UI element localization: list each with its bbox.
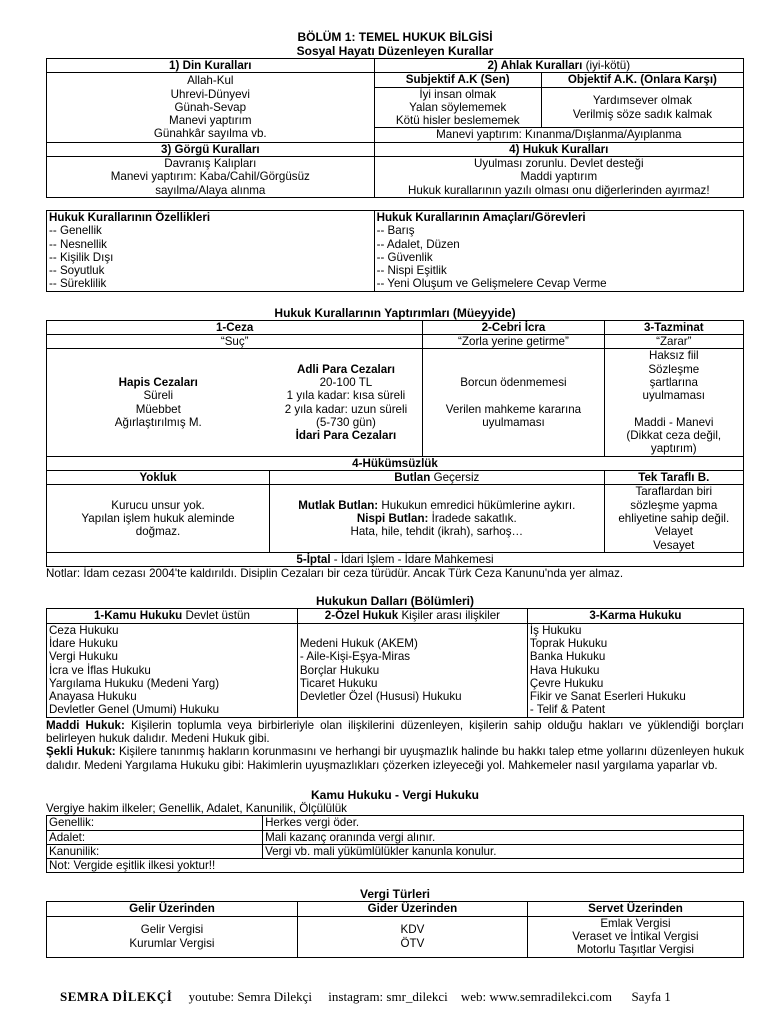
footer-youtube[interactable]: youtube: Semra Dilekçi — [188, 989, 313, 1004]
karma-item: Çevre Hukuku — [529, 676, 604, 690]
kamu-item: İdare Hukuku — [49, 636, 118, 650]
features-right-header: Hukuk Kurallarının Amaçları/Görevleri — [376, 210, 586, 224]
ceza-sub: “Suç” — [47, 335, 423, 349]
tax-label: Genellik: — [47, 816, 263, 830]
adli-line: 1 yıla kadar: kısa süreli — [286, 389, 406, 403]
features-table — [46, 210, 744, 292]
objektif-content — [541, 87, 743, 128]
gider-item: KDV — [400, 923, 425, 937]
feature-item: -- Genellik — [49, 224, 102, 238]
sekli-paragraph — [46, 745, 744, 772]
hukuk-header: 4) Hukuk Kuralları — [374, 142, 743, 156]
objektif-header: Objektif A.K. (Onlara Karşı) — [541, 73, 743, 87]
cebri-line: Borcun ödenmemesi — [460, 375, 567, 389]
ozel-header-title: 2-Özel Hukuk — [324, 609, 399, 623]
features-right — [374, 210, 743, 291]
subjektif-content — [374, 87, 541, 128]
purpose-item: -- Güvenlik — [376, 250, 433, 264]
hapis-title: Hapis Cezaları — [118, 375, 198, 389]
adli-line: 20-100 TL — [319, 375, 373, 389]
sanctions-table — [46, 320, 744, 567]
hapis-cell — [47, 349, 270, 456]
kamu-item: Anayasa Hukuku — [49, 690, 137, 704]
yokluk-cell — [47, 485, 270, 552]
purpose-item: -- Barış — [376, 224, 415, 238]
adli-line: 2 yıla kadar: uzun süreli — [284, 402, 408, 416]
subjektif-line: Yalan söylememek — [409, 100, 507, 114]
sanctions-note: Notlar: İdam cezası 2004'te kaldırıldı. Disiplin Cezaları bir ceza türüdür. Ancak Türk Ceza Kanunu'nda yer almaz. — [46, 567, 624, 581]
tazminat-sub: “Zarar” — [604, 335, 743, 349]
din-line: Günah-Sevap — [174, 100, 247, 114]
kamu-header — [47, 609, 298, 623]
tax-note: Not: Vergide eşitlik ilkesi yoktur!! — [47, 859, 744, 873]
social-rules-table — [46, 58, 744, 198]
branches-table — [46, 608, 744, 717]
footer-web[interactable]: web: www.semradilekci.com — [460, 989, 612, 1004]
nispi-example: Hata, hile, tehdit (ikrah), sarhoş… — [350, 525, 524, 539]
adli-title: Adli Para Cezaları — [296, 362, 395, 376]
ozel-list — [297, 623, 527, 717]
tazminat-cell — [604, 349, 743, 456]
kamu-header-title: 1-Kamu Hukuku — [93, 609, 183, 623]
cebri-line: Verilen mahkeme kararına uyulmaması — [445, 402, 582, 429]
adli-line: (5-730 gün) — [315, 415, 376, 429]
objektif-line: Yardımsever olmak — [592, 94, 692, 108]
ozel-item: Medeni Hukuk (AKEM) — [299, 636, 418, 650]
tazminat-header: 3-Tazminat — [604, 320, 743, 334]
feature-item: -- Nesnellik — [49, 237, 107, 251]
gorgu-line: sayılma/Alaya alınma — [155, 183, 266, 197]
karma-header: 3-Karma Hukuku — [527, 609, 743, 623]
tax-table — [46, 815, 744, 873]
karma-item: - Telif & Patent — [529, 703, 606, 717]
footer-page-number: Sayfa 1 — [631, 989, 671, 1004]
sekli-label: Şekli Hukuk: — [46, 745, 116, 759]
hukuk-line: Maddi yaptırım — [520, 170, 598, 184]
ozel-item: Borçlar Hukuku — [299, 663, 380, 677]
servet-item: Veraset ve İntikal Vergisi — [572, 930, 699, 944]
adli-cell — [270, 349, 423, 456]
cebri-sub: “Zorla yerine getirme” — [423, 335, 604, 349]
butlan-cell — [270, 485, 605, 552]
tek-line: Taraflardan biri sözleşme yapma ehliyetine sahip değil. — [618, 485, 730, 525]
gorgu-line: Davranış Kalıpları — [164, 157, 257, 171]
gorgu-line: Manevi yaptırım: Kaba/Cahil/Görgüsüz — [110, 170, 310, 184]
tek-line: Velayet — [654, 525, 693, 539]
ozel-item: Devletler Özel (Hususi) Hukuku — [299, 690, 462, 704]
feature-item: -- Kişilik Dışı — [49, 250, 114, 264]
purpose-item: -- Yeni Oluşum ve Gelişmelere Cevap Verme — [376, 277, 607, 291]
iptal-label: 5-İptal — [296, 552, 331, 566]
ozel-header — [297, 609, 527, 623]
yokluk-header: Yokluk — [47, 471, 270, 485]
page-footer — [60, 990, 710, 1003]
karma-item: İş Hukuku — [529, 623, 582, 637]
tek-line: Vesayet — [653, 538, 695, 552]
gorgu-content — [47, 157, 375, 198]
purpose-item: -- Adalet, Düzen — [376, 237, 460, 251]
branches-title: Hukukun Dalları (Bölümleri) — [315, 594, 475, 609]
kamu-item: İcra ve İflas Hukuku — [49, 663, 151, 677]
tazminat-line: (Dikkat ceza değil, yaptırım) — [626, 429, 722, 456]
objektif-line: Verilmiş söze sadık kalmak — [572, 107, 712, 121]
nispi-text: İradede sakatlık. — [431, 511, 517, 525]
maddi-label: Maddi Hukuk: — [46, 718, 125, 732]
din-line: Uhrevi-Dünyevi — [170, 87, 250, 101]
din-header: 1) Din Kuralları — [47, 59, 375, 73]
purpose-item: -- Nispi Eşitlik — [376, 264, 447, 278]
gider-item: ÖTV — [400, 936, 425, 950]
ahlak-header-title: 2) Ahlak Kuralları — [487, 59, 583, 72]
karma-list — [527, 623, 743, 717]
maddi-paragraph — [46, 719, 744, 746]
hukuk-line: Hukuk kurallarının yazılı olması onu diğerlerinden ayırmaz! — [408, 183, 710, 197]
cebri-cell — [423, 349, 604, 456]
gelir-item: Kurumlar Vergisi — [129, 936, 215, 950]
servet-item: Emlak Vergisi — [600, 916, 671, 930]
yokluk-line: Kurucu unsur yok. — [111, 498, 205, 512]
iptal-text: - İdari İşlem - İdare Mahkemesi — [333, 552, 494, 566]
page-title: BÖLÜM 1: TEMEL HUKUK BİLGİSİ — [297, 30, 493, 44]
din-content — [47, 73, 375, 142]
features-left-header: Hukuk Kurallarının Özellikleri — [49, 210, 211, 224]
hukuk-content — [374, 157, 743, 198]
hukumsuzluk-header: 4-Hükümsüzlük — [47, 456, 744, 470]
yokluk-line: Yapılan işlem hukuk aleminde doğmaz. — [81, 511, 235, 539]
tek-header: Tek Taraflı B. — [604, 471, 743, 485]
hapis-line: Süreli — [143, 389, 174, 403]
sekli-text: Kişilere tanınmış hakların korunmasını ve herhangi bir uyuşmazlık halinde bu hakkı talep etme yollarını düzenleyen hukuk dalıdır. Medeni Yargılama Hukuku gibi: Hakimlerin uyuşmazlıkları çözerken izleyeceği yol. Mahkemeler nasıl yargılama yaparlar vb. — [46, 745, 744, 772]
subjektif-line: İyi insan olmak — [419, 87, 497, 101]
kamu-header-note: Devlet üstün — [185, 609, 250, 623]
din-line: Manevi yaptırım — [169, 114, 252, 128]
tax-types-title: Vergi Türleri — [359, 887, 431, 902]
tazminat-line: Maddi - Manevi — [634, 415, 714, 429]
din-line: Allah-Kul — [187, 74, 234, 88]
din-line: Günahkâr sayılma vb. — [153, 127, 267, 141]
footer-brand: SEMRA DİLEKÇİ — [60, 989, 173, 1004]
kamu-item: Devletler Genel (Umumi) Hukuku — [49, 703, 220, 717]
hapis-line: Ağırlaştırılmış M. — [114, 415, 202, 429]
kamu-item: Yargılama Hukuku (Medeni Yarg) — [49, 676, 220, 690]
feature-item: -- Süreklilik — [49, 277, 107, 291]
nispi-label: Nispi Butlan: — [356, 511, 429, 525]
servet-item: Motorlu Taşıtlar Vergisi — [576, 943, 694, 957]
karma-item: Toprak Hukuku — [529, 636, 608, 650]
tek-cell — [604, 485, 743, 552]
butlan-header — [270, 471, 605, 485]
tax-text: Vergi vb. mali yükümlülükler kanunla konulur. — [263, 844, 744, 858]
page-subtitle: Sosyal Hayatı Düzenleyen Kurallar — [296, 44, 494, 58]
tax-text: Herkes vergi öder. — [263, 816, 744, 830]
kamu-item: Vergi Hukuku — [49, 650, 118, 664]
karma-item: Fikir ve Sanat Eserleri Hukuku — [529, 690, 686, 704]
sanctions-title: Hukuk Kurallarının Yaptırımları (Müeyyide) — [274, 305, 516, 320]
gorgu-header: 3) Görgü Kuralları — [47, 142, 375, 156]
ozel-header-note: Kişiler arası ilişkiler — [401, 609, 501, 623]
servet-list — [527, 916, 743, 957]
ahlak-header — [374, 59, 743, 73]
tax-label: Kanunilik: — [47, 844, 263, 858]
hukuk-line: Uyulması zorunlu. Devlet desteği — [474, 157, 644, 171]
subjektif-header: Subjektif A.K (Sen) — [374, 73, 541, 87]
tazminat-line: Sözleşme şartlarına uyulmaması — [642, 362, 706, 403]
gider-list — [297, 916, 527, 957]
ahlak-header-note: (iyi-kötü) — [585, 59, 631, 72]
gider-header: Gider Üzerinden — [297, 902, 527, 916]
ceza-header: 1-Ceza — [47, 320, 423, 334]
subjektif-line: Kötü hisler beslememek — [395, 114, 520, 128]
gelir-list — [47, 916, 298, 957]
tax-types-table — [46, 901, 744, 957]
features-left — [47, 210, 375, 291]
tax-text: Mali kazanç oranında vergi alınır. — [263, 830, 744, 844]
iptal-row — [47, 552, 744, 566]
mutlak-label: Mutlak Butlan: — [298, 498, 379, 512]
ahlak-yaptirim: Manevi yaptırım: Kınanma/Dışlanma/Ayıplanma — [374, 128, 743, 142]
tax-title: Kamu Hukuku - Vergi Hukuku — [310, 787, 480, 802]
kamu-item: Ceza Hukuku — [49, 623, 119, 637]
gelir-item: Gelir Vergisi — [140, 923, 204, 937]
tax-label: Adalet: — [47, 830, 263, 844]
ozel-item: Ticaret Hukuku — [299, 676, 378, 690]
butlan-header-note: Geçersiz — [433, 471, 480, 485]
footer-instagram[interactable]: instagram: smr_dilekci — [328, 989, 448, 1004]
hapis-line: Müebbet — [135, 402, 181, 416]
cebri-header: 2-Cebri İcra — [423, 320, 604, 334]
butlan-header-title: Butlan — [394, 471, 431, 485]
maddi-text: Kişilerin toplumla veya birbirleriyle olan ilişkilerini düzenleyen, kişilerin sahip olduğu hakları ve yüklendiği borçları belirleyen hukuk dalıdır. Medeni Hukuk gibi. — [46, 718, 744, 746]
idari-title: İdari Para Cezaları — [295, 429, 397, 443]
servet-header: Servet Üzerinden — [527, 902, 743, 916]
kamu-list — [47, 623, 298, 717]
ozel-item: - Aile-Kişi-Eşya-Miras — [299, 650, 411, 664]
gelir-header: Gelir Üzerinden — [47, 902, 298, 916]
karma-item: Hava Hukuku — [529, 663, 600, 677]
karma-item: Banka Hukuku — [529, 650, 606, 664]
tax-intro: Vergiye hakim ilkeler; Genellik, Adalet, Kanunilik, Ölçülülük — [46, 801, 347, 815]
feature-item: -- Soyutluk — [49, 264, 105, 278]
mutlak-text: Hukukun emredici hükümlerine aykırı. — [381, 498, 576, 512]
tazminat-line: Haksız fiil — [648, 349, 699, 363]
